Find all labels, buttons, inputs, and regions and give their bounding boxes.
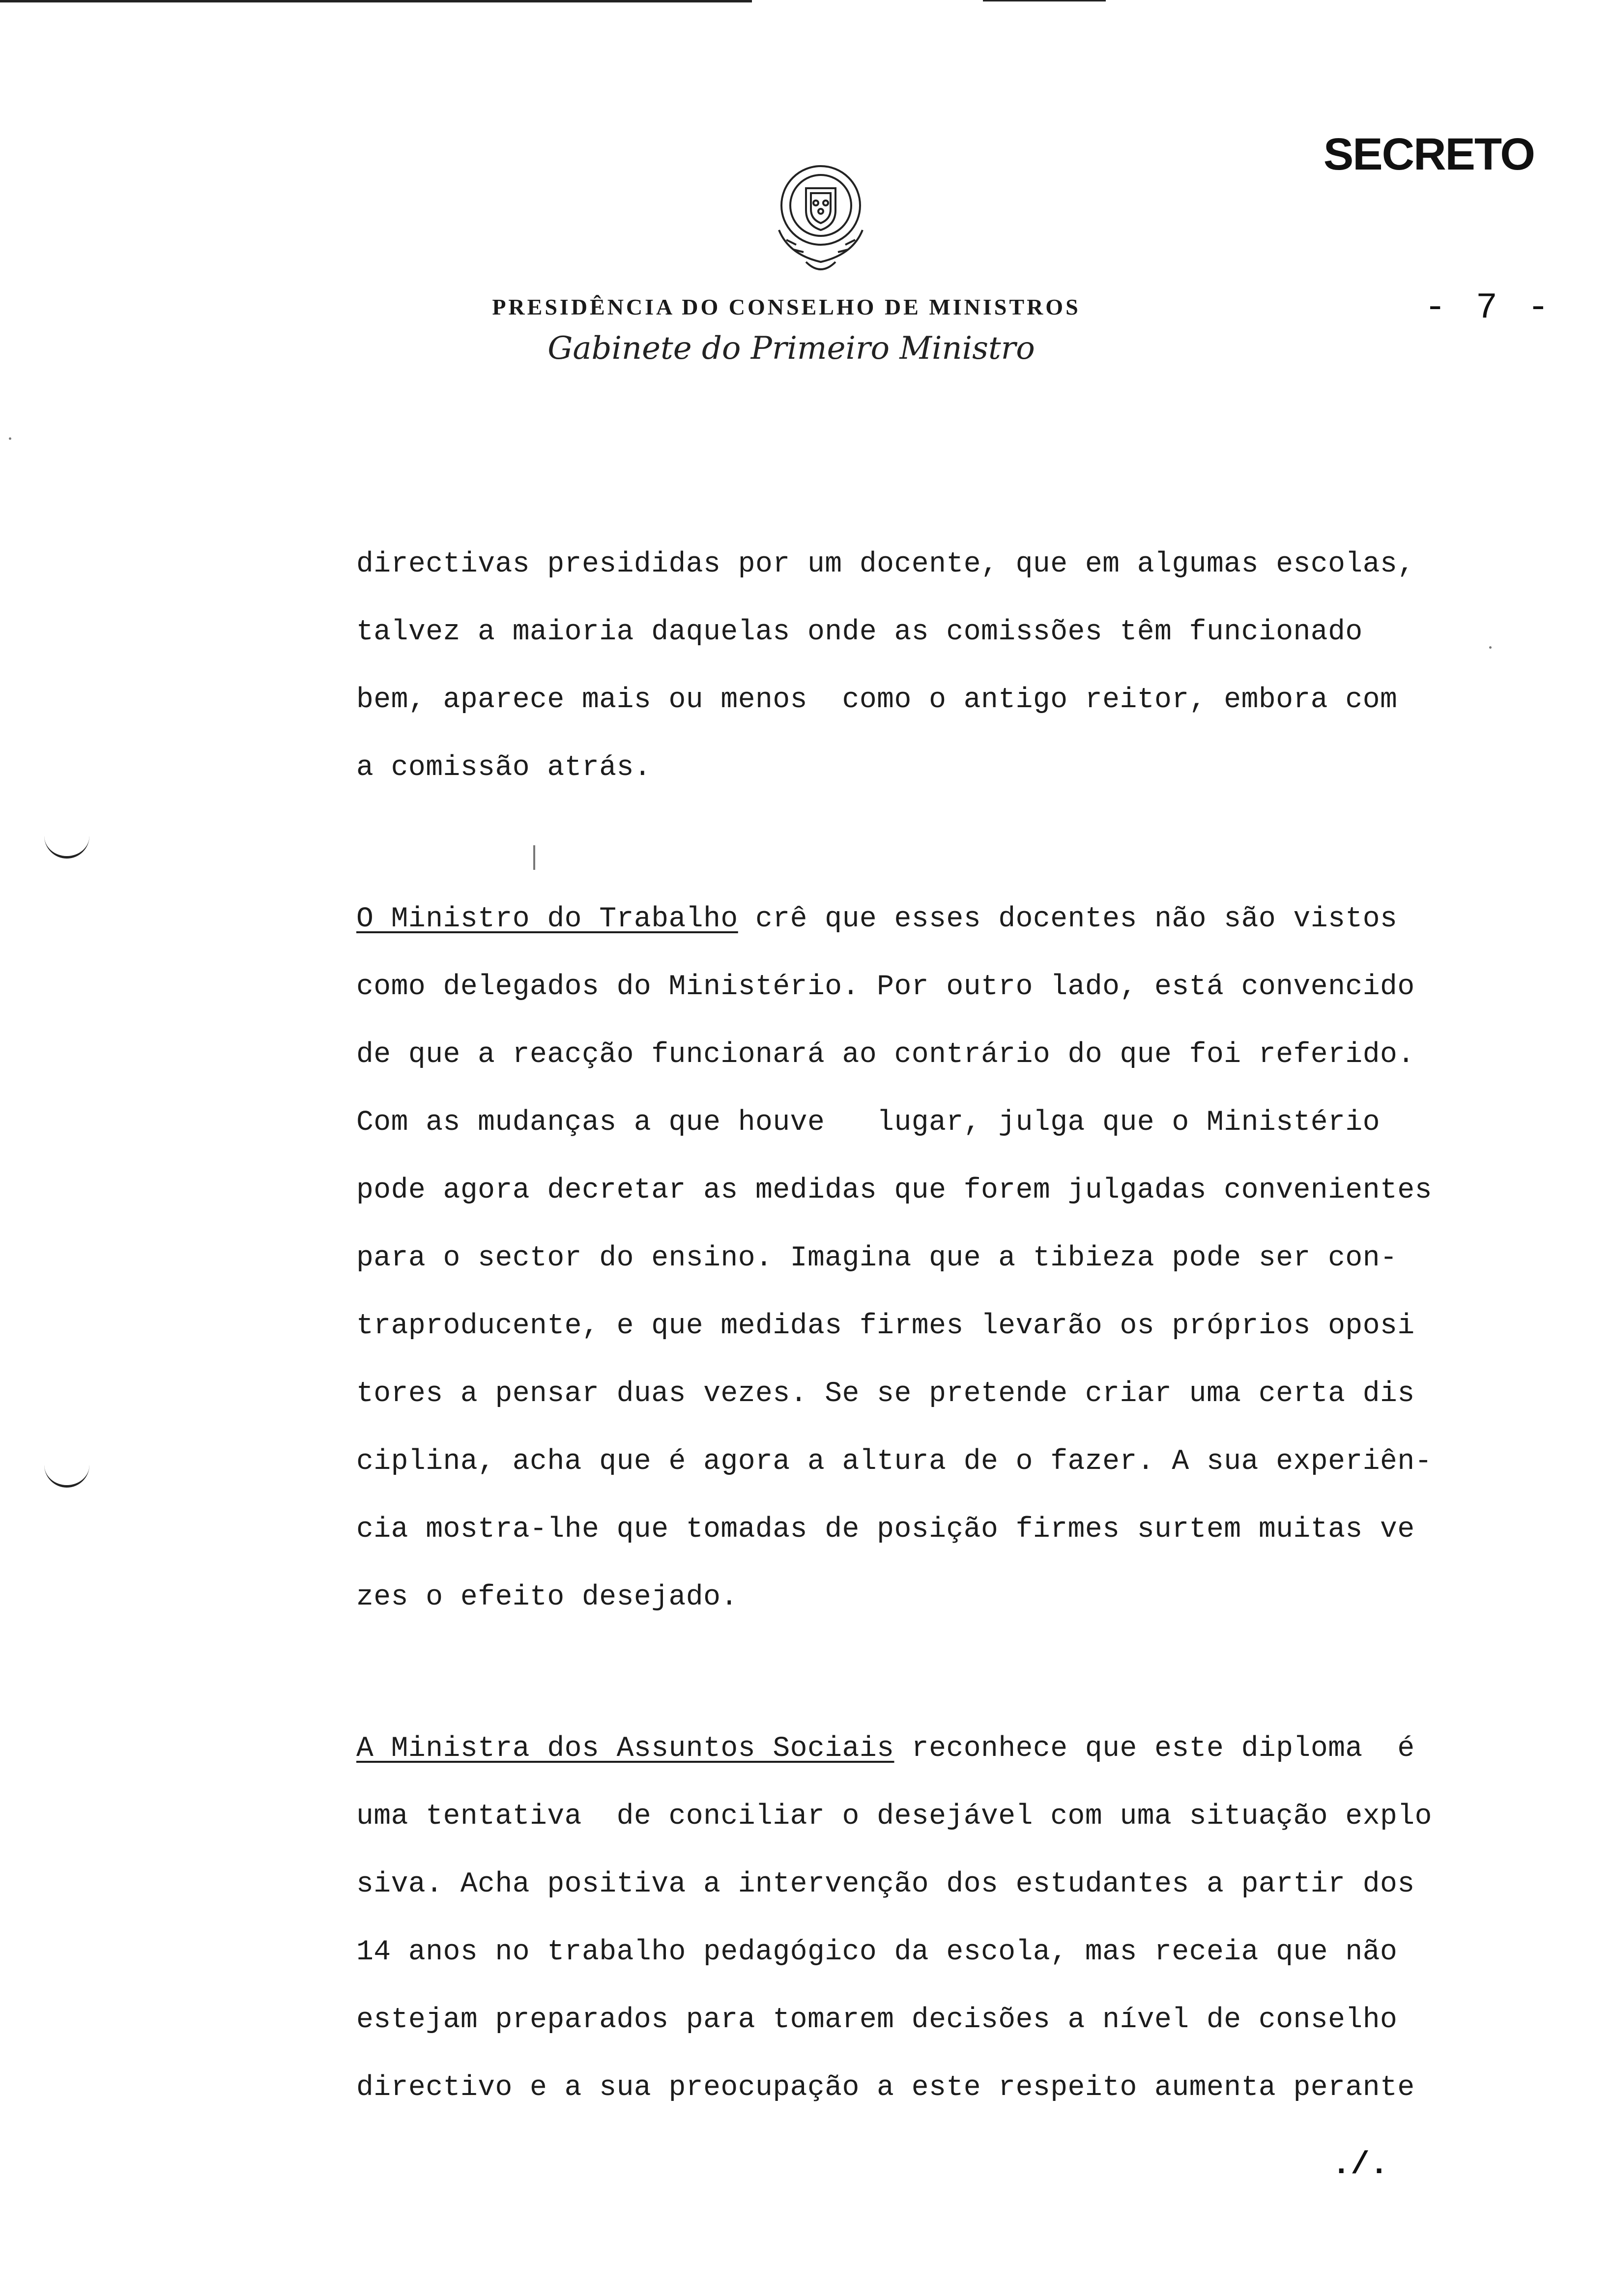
text-line bbox=[356, 886, 1477, 953]
top-edge-rule bbox=[983, 0, 1106, 1]
paragraph-2 bbox=[356, 886, 1477, 1632]
scan-speck bbox=[1489, 646, 1492, 649]
document-body bbox=[356, 531, 1477, 2206]
text-line bbox=[356, 1715, 1477, 1783]
text-line-rest: crê que esses docentes não são vistos bbox=[738, 903, 1398, 935]
text-line: talvez a maioria daquelas onde as comissões têm funcionado bbox=[356, 616, 1363, 648]
text-line: estejam preparados para tomarem decisões a nível de conselho bbox=[356, 2004, 1398, 2036]
text-line: tores a pensar duas vezes. Se se pretende criar uma certa dis bbox=[356, 1378, 1415, 1410]
text-line: directivas presididas por um docente, que em algumas escolas, bbox=[356, 548, 1415, 580]
text-line: de que a reacção funcionará ao contrário do que foi referido. bbox=[356, 1039, 1415, 1071]
text-line: a comissão atrás. bbox=[356, 752, 652, 784]
text-line: pode agora decretar as medidas que forem julgadas convenientes bbox=[356, 1175, 1432, 1206]
margin-mark bbox=[44, 1464, 89, 1488]
continuation-mark: ./. bbox=[1332, 2148, 1389, 2183]
top-edge-rule bbox=[0, 0, 752, 2]
scan-speck bbox=[9, 437, 11, 440]
text-line: siva. Acha positiva a intervenção dos estudantes a partir dos bbox=[356, 1868, 1415, 1900]
margin-mark bbox=[44, 835, 89, 859]
text-line: Com as mudanças a que houve lugar, julga que o Ministério bbox=[356, 1107, 1381, 1139]
text-line-rest: reconhece que este diploma é bbox=[894, 1733, 1415, 1765]
office-heading: PRESIDÊNCIA DO CONSELHO DE MINISTROS bbox=[492, 294, 1081, 319]
page-number: - 7 - bbox=[1424, 287, 1553, 329]
text-line: zes o efeito desejado. bbox=[356, 1581, 738, 1613]
text-line: para o sector do ensino. Imagina que a tibieza pode ser con- bbox=[356, 1242, 1398, 1274]
speaker-minister-of-labour: O Ministro do Trabalho bbox=[356, 903, 738, 935]
paragraph-1 bbox=[356, 531, 1477, 802]
text-line: como delegados do Ministério. Por outro lado, está convencido bbox=[356, 971, 1415, 1003]
text-line: ciplina, acha que é agora a altura de o fazer. A sua experiên- bbox=[356, 1446, 1432, 1478]
paragraph-3 bbox=[356, 1715, 1477, 2122]
text-line: uma tentativa de conciliar o desejável com uma situação explo bbox=[356, 1801, 1432, 1833]
text-line: bem, aparece mais ou menos como o antigo reitor, embora com bbox=[356, 684, 1398, 716]
text-line: directivo e a sua preocupação a este respeito aumenta perante bbox=[356, 2072, 1415, 2104]
text-line: traproducente, e que medidas firmes levarão os próprios oposi bbox=[356, 1310, 1415, 1342]
text-line: cia mostra-lhe que tomadas de posição firmes surtem muitas ve bbox=[356, 1514, 1415, 1546]
speaker-minister-of-social-affairs: A Ministra dos Assuntos Sociais bbox=[356, 1733, 894, 1765]
cabinet-signature-line: Gabinete do Primeiro Ministro bbox=[547, 330, 1035, 367]
classification-stamp: SECRETO bbox=[1323, 129, 1534, 179]
text-line: 14 anos no trabalho pedagógico da escola, mas receia que não bbox=[356, 1936, 1398, 1968]
coat-of-arms-icon bbox=[759, 156, 882, 279]
